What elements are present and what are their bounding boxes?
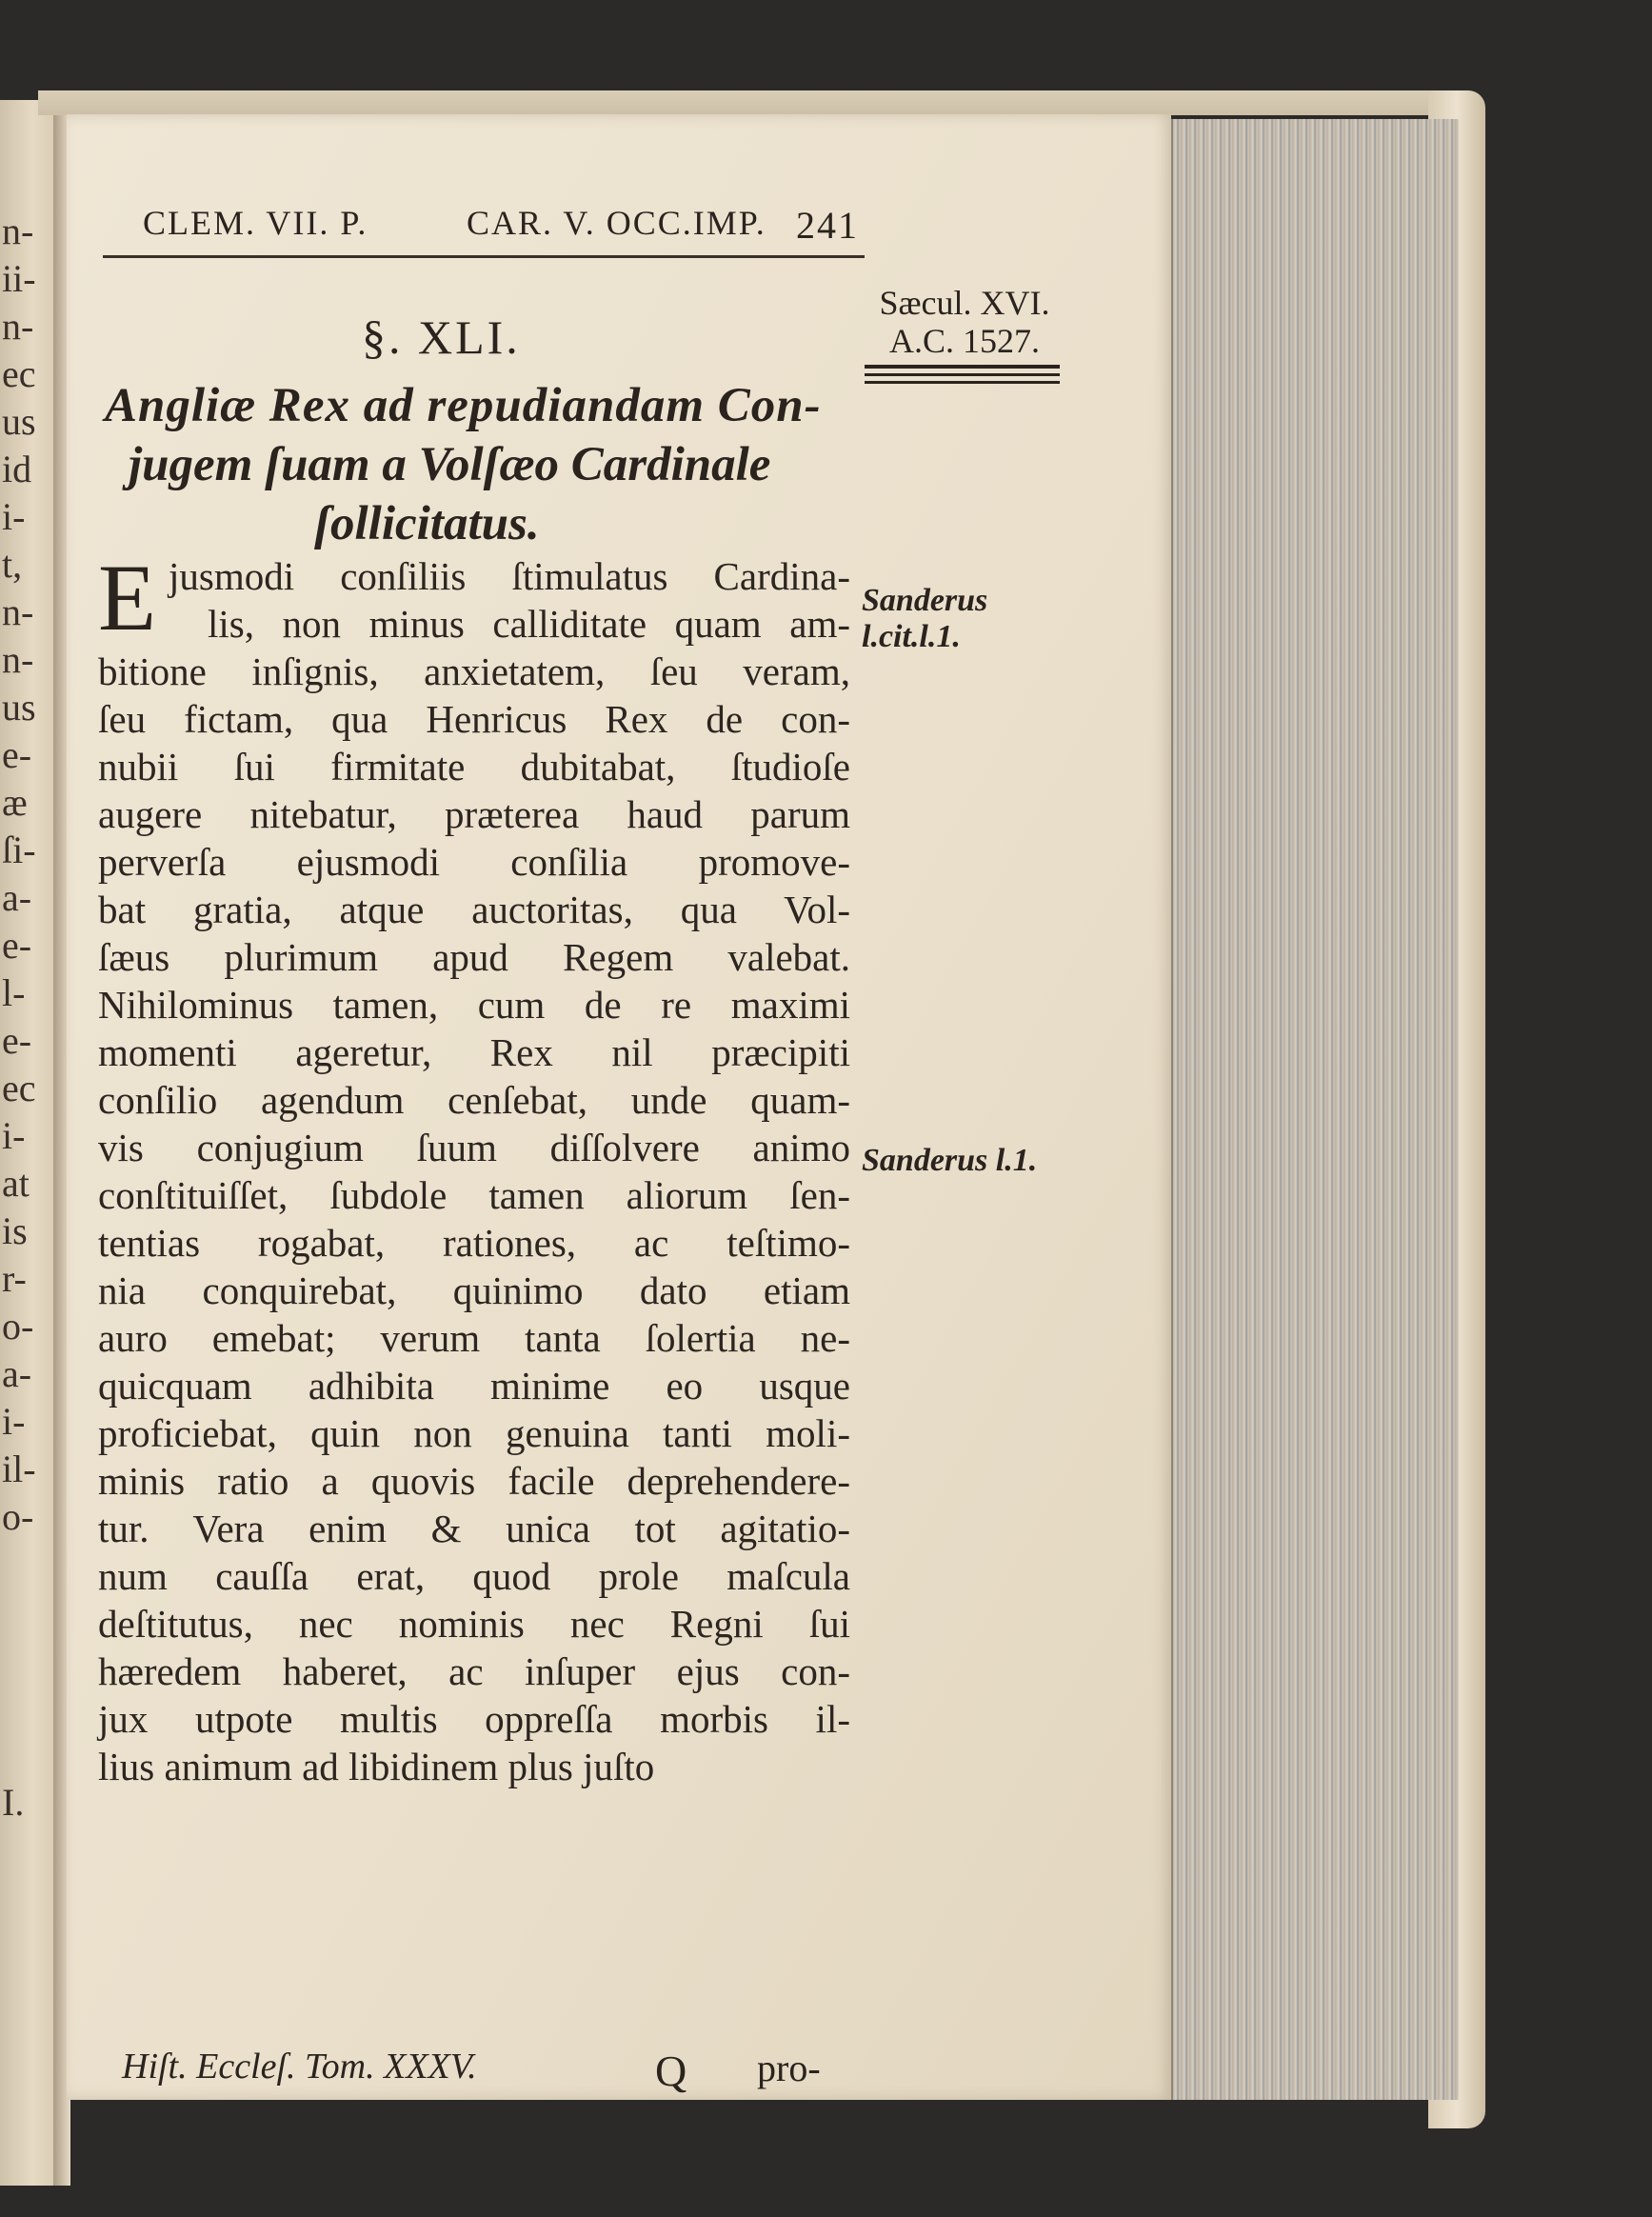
- prev-page-fragment: ec: [2, 1067, 36, 1109]
- prev-page-fragment: t,: [2, 543, 23, 586]
- heading-line: ſollicitatus.: [314, 497, 540, 550]
- prev-page-fragment: us: [2, 686, 36, 729]
- body-line: minis ratio a quovis facile deprehendere-: [98, 1459, 850, 1503]
- heading-line: jugem ſuam a Volſæo Cardinale: [129, 438, 771, 491]
- body-line: bitione inſignis, anxietatem, ſeu veram,: [98, 649, 850, 693]
- prev-page-fragment: n-: [2, 305, 34, 348]
- body-line: ſeu fictam, qua Henricus Rex de con-: [98, 697, 850, 741]
- prev-page-fragment: i-: [2, 1400, 26, 1443]
- prev-page-fragment: l-: [2, 971, 26, 1014]
- margin-date-rule: [865, 365, 1060, 369]
- drop-cap: E: [98, 545, 157, 650]
- prev-page-fragment: o-: [2, 1495, 34, 1538]
- running-head-middle: CAR. V. OCC.IMP.: [467, 204, 766, 242]
- margin-note-line: l.cit.l.1.: [862, 619, 961, 654]
- prev-page-fragment: e-: [2, 924, 32, 967]
- body-line: augere nitebatur, præterea haud parum: [98, 792, 850, 836]
- catchword: pro-: [757, 2047, 821, 2089]
- body-line: ſæus plurimum apud Regem valebat.: [98, 935, 850, 979]
- page-number: 241: [796, 204, 859, 247]
- margin-note-sanderus-2: [862, 1143, 1037, 1179]
- body-line: tentias rogabat, rationes, ac teſtimo-: [98, 1221, 850, 1265]
- prev-page-fragment: at: [2, 1162, 30, 1205]
- prev-page-fragment: e-: [2, 733, 32, 776]
- body-line: auro emebat; verum tanta ſolertia ne-: [98, 1316, 850, 1360]
- section-number: §. XLI.: [362, 310, 521, 364]
- body-line: proficiebat, quin non genuina tanti moli-: [98, 1411, 850, 1455]
- body-line: bat gratia, atque auctoritas, qua Vol-: [98, 888, 850, 931]
- body-line: tur. Vera enim & unica tot agitatio-: [98, 1507, 850, 1550]
- prev-page-fragment: e-: [2, 1019, 32, 1062]
- prev-page-fragment: n-: [2, 638, 34, 681]
- body-line: hæredem haberet, ac inſuper ejus con-: [98, 1649, 850, 1693]
- body-text: [98, 545, 850, 1790]
- prev-page-fragment: æ: [2, 781, 28, 824]
- body-line: jusmodi conſiliis ſtimulatus Cardina-: [169, 554, 850, 598]
- prev-page-fragment: i-: [2, 1114, 26, 1157]
- body-line: nubii ſui firmitate dubitabat, ſtudioſe: [98, 745, 850, 789]
- margin-note-line: Sanderus: [862, 583, 988, 618]
- running-head-left: CLEM. VII. P.: [143, 204, 368, 242]
- body-line: nia conquirebat, quinimo dato etiam: [98, 1268, 850, 1312]
- body-line: lis, non minus calliditate quam am-: [208, 602, 850, 646]
- signature-mark: Q: [655, 2047, 687, 2095]
- body-line: perverſa ejusmodi conſilia promove-: [98, 840, 850, 884]
- body-line: vis conjugium ſuum diſſolvere animo: [98, 1126, 850, 1169]
- margin-date-century: Sæcul. XVI.: [879, 284, 1050, 322]
- margin-date: [860, 284, 1069, 360]
- page-block-edges: [1171, 119, 1459, 2100]
- body-line: quicquam adhibita minime eo usque: [98, 1364, 850, 1408]
- prev-page-fragment: is: [2, 1209, 28, 1252]
- prev-page-fragment: a-: [2, 876, 32, 919]
- prev-page-fragment: n-: [2, 590, 34, 633]
- prev-page-fragment: i-: [2, 495, 26, 538]
- body-line: conſtituiſſet, ſubdole tamen aliorum ſen-: [98, 1173, 850, 1217]
- prev-page-fragment: I.: [2, 1781, 25, 1824]
- margin-date-year: A.C. 1527.: [888, 322, 1040, 360]
- margin-date-rule: [865, 373, 1060, 376]
- prev-page-fragment: ec: [2, 352, 36, 395]
- section-heading: [105, 376, 857, 553]
- prev-page-fragment: n-: [2, 210, 34, 252]
- prev-page-fragment: o-: [2, 1305, 34, 1348]
- margin-date-rule: [865, 381, 1060, 384]
- prev-page-fragment: a-: [2, 1352, 32, 1395]
- book-cover-top: [38, 90, 1466, 115]
- body-line: momenti ageretur, Rex nil præcipiti: [98, 1030, 850, 1074]
- body-line: conſilio agendum cenſebat, unde quam-: [98, 1078, 850, 1122]
- body-line: deſtitutus, nec nominis nec Regni ſui: [98, 1602, 850, 1646]
- prev-page-fragment: ſi-: [2, 829, 36, 871]
- head-rule: [103, 255, 865, 258]
- heading-line: Angliæ Rex ad repudiandam Con-: [105, 379, 822, 432]
- prev-page-fragment: us: [2, 400, 36, 443]
- prev-page-fragment: r-: [2, 1257, 27, 1300]
- previous-page-edge: [0, 100, 57, 2186]
- margin-note-line: Sanderus l.1.: [862, 1143, 1038, 1178]
- body-line: lius animum ad libidinem plus juſto: [98, 1745, 655, 1788]
- prev-page-fragment: il-: [2, 1448, 36, 1490]
- body-line: num cauſſa erat, quod prole maſcula: [98, 1554, 850, 1598]
- body-line: jux utpote multis oppreſſa morbis il-: [98, 1697, 850, 1741]
- body-line: Nihilominus tamen, cum de re maximi: [98, 983, 850, 1027]
- signature-title: Hiſt. Eccleſ. Tom. XXXV.: [122, 2047, 477, 2087]
- prev-page-fragment: id: [2, 448, 32, 490]
- margin-note-sanderus: [862, 583, 987, 655]
- prev-page-fragment: ii-: [2, 257, 36, 300]
